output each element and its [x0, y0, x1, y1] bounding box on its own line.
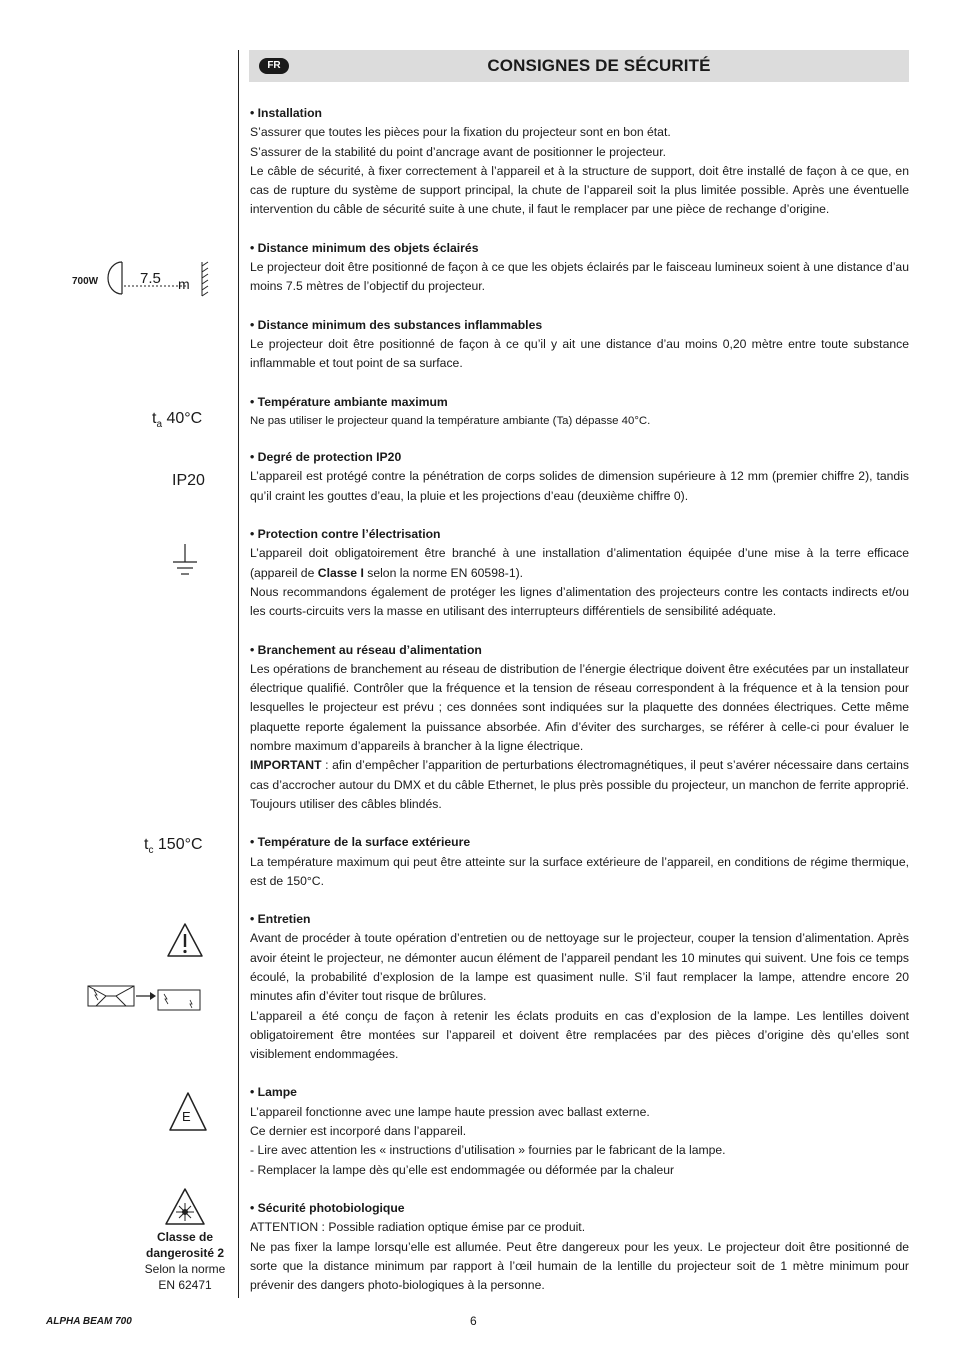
section-distance: [250, 239, 909, 297]
paragraph: Ne pas utiliser le projecteur quand la température ambiante (Ta) dépasse 40°C.: [250, 414, 651, 427]
section-heading: • Distance minimum des substances inflammables: [250, 317, 543, 332]
ambient-temp-symbol: $t_a$ 40°C: [152, 410, 203, 431]
paragraph: ATTENTION : Possible radiation optique émise par ce produit.: [250, 1220, 586, 1235]
warning-triangle-icon: [166, 922, 204, 958]
section-heading: • Température ambiante maximum: [250, 394, 448, 409]
paragraph: La température maximum qui peut être atteinte sur la surface extérieure de l’appareil, en conditions de régime thermique, est de 150°C.: [250, 854, 909, 888]
ground-icon: [172, 544, 198, 578]
section-header: [249, 50, 909, 82]
laser-radiation-icon: [164, 1188, 206, 1226]
section-maintenance: [250, 910, 909, 1064]
paragraph: Le projecteur doit être positionné de façon à ce que les objets éclairés par le faisceau lumineux soient à une distance d’au moins 7.5 mètres de l’objectif du projecteur.: [250, 260, 909, 294]
section-ambient-temperature: [250, 393, 909, 432]
paragraph: Avant de procéder à toute opération d’entretien ou de nettoyage sur le projecteur, couper la tension d’alimentation. Après avoir éteint le projecteur, ne démonter aucun élément de l’appareil pendant les 10 minutes qui suivent. Une fois ce temps écoulé, la probabilité d’explosion de la lampe est quasiment nulle. S’il faut remplacer la lampe, attendre encore 20 minutes afin d’éviter tout risque de brûlures.: [250, 931, 909, 1004]
paragraph: S’assurer de la stabilité du point d’ancrage avant de positionner le projecteur.: [250, 144, 666, 159]
paragraph: L’appareil fonctionne avec une lampe haute pression avec ballast externe.: [250, 1104, 650, 1119]
laser-class-caption: Classe de dangerosité 2 Selon la norme EN 62471: [144, 1230, 226, 1292]
safety-content: [250, 104, 909, 1314]
page-number: 6: [470, 1314, 477, 1328]
section-lamp: [250, 1083, 909, 1179]
section-heading: • Température de la surface extérieure: [250, 835, 471, 850]
section-flammable: [250, 316, 909, 374]
section-heading: • Sécurité photobiologique: [250, 1200, 405, 1215]
paragraph: S’assurer que toutes les pièces pour la fixation du projecteur sont en bon état.: [250, 125, 671, 140]
footer-model-name: ALPHA BEAM 700: [46, 1316, 132, 1327]
ip-rating-symbol: IP20: [172, 472, 205, 489]
section-electric-protection: [250, 525, 909, 621]
section-installation: [250, 104, 909, 220]
section-ip-protection: [250, 448, 909, 506]
section-heading: • Protection contre l’électrisation: [250, 527, 441, 542]
paragraph: L’appareil est protégé contre la pénétration de corps solides de dimension supérieure à 12 mm (premier chiffre 2), tandis qu’il craint les gouttes d’eau, la pluie et les projections d’eau (deuxième chiffre 0).: [250, 469, 909, 503]
language-badge: FR: [259, 58, 289, 74]
paragraph: Ce dernier est incorporé dans l’appareil.: [250, 1124, 467, 1139]
section-heading: • Installation: [250, 106, 322, 120]
lamp-type-letter: E: [182, 1109, 191, 1124]
paragraph: Le câble de sécurité, à fixer correctement à l’appareil et à la structure de support, doit être installé de façon à ce que, en cas de rupture du système de support principal, la chute de l’appareil soit la plus limitée possible. Après une éventuelle intervention du câble de sécurité suite à une chute, il faut le remplacer par une pièce de rechange d’origine.: [250, 163, 909, 217]
paragraph: Le projecteur doit être positionné de façon à ce qu’il y ait une distance d’au moins 0,20 mètre entre toute substance inflammable et tout point de sa surface.: [250, 336, 909, 371]
distance-value: 7.5: [140, 270, 161, 287]
section-heading: • Distance minimum des objets éclairés: [250, 240, 479, 255]
paragraph: L’appareil a été conçu de façon à retenir les éclats produits en cas d’explosion de la lampe. Les lentilles doivent obligatoirement être montées sur l’appareil et doivent être remplacées par des pièces d’origine dès qu’elles sont visiblement endommagées.: [250, 1008, 909, 1062]
paragraph: Les opérations de branchement au réseau de distribution de l’énergie électrique doivent être exécutées par un installateur électrique qualifié. Contrôler que la fréquence et la tension de réseau correspondent à la fréquence et à la tension pour lesquelles le projecteur est prévu ; ces données sont indiquées sur la plaquette des données électriques. Cette même plaquette reporte également la puissance absorbée. Afin d’éviter des surcharges, se référer à celle-ci pour évaluer le nombre maximum d’appareils à brancher à la ligne électrique.: [250, 661, 909, 754]
section-surface-temperature: [250, 833, 909, 891]
paragraph: L’appareil doit obligatoirement être branché à une installation d’alimentation équipée d’une mise à la terre efficace (appareil de Classe I selon la norme EN 60598-1).: [250, 546, 909, 580]
section-heading: • Lampe: [250, 1085, 297, 1100]
surface-temp-symbol: $t_c$ 150°C: [144, 836, 203, 857]
distance-unit: m: [178, 276, 190, 292]
paragraph: IMPORTANT : afin d’empêcher l’apparition de perturbations électromagnétiques, il peut s’avérer nécessaire dans certains cas d’accrocher autour du DMX et du câble Ethernet, le plus près possible du projecteur, un manchon de ferrite approprié. Toujours utiliser des câbles blindés.: [250, 758, 909, 811]
section-photobiological: [250, 1199, 909, 1295]
column-divider: [238, 50, 239, 1298]
paragraph: Nous recommandons également de protéger les lignes d’alimentation des projecteurs contre les contacts indirects et/ou les courts-circuits vers la masse en utilisant des interrupteurs différentiels de sensibilité adéquate.: [250, 584, 909, 619]
paragraph: Ne pas fixer la lampe lorsqu’elle est allumée. Peut être dangereux pour les yeux. Le projecteur doit être positionné de sorte que la distance minimum par rapport à l’œil humain de la lentille du projecteur soit de 1 mètre minimum pour prévenir des dangers photo-biologiques à la personne.: [250, 1239, 909, 1293]
replace-damaged-lens-icon: [86, 980, 206, 1016]
list-item: - Lire avec attention les « instructions d’utilisation » fournies par le fabricant de la lampe.: [250, 1143, 726, 1158]
section-heading: • Branchement au réseau d’alimentation: [250, 642, 482, 657]
section-mains-connection: [250, 641, 909, 815]
section-heading: • Entretien: [250, 912, 311, 927]
list-item: - Remplacer la lampe dès qu’elle est endommagée ou déformée par la chaleur: [250, 1162, 675, 1177]
distance-power-label: 700W: [72, 276, 99, 287]
section-heading: • Degré de protection IP20: [250, 450, 402, 465]
page-title: CONSIGNES DE SÉCURITÉ: [487, 56, 711, 75]
